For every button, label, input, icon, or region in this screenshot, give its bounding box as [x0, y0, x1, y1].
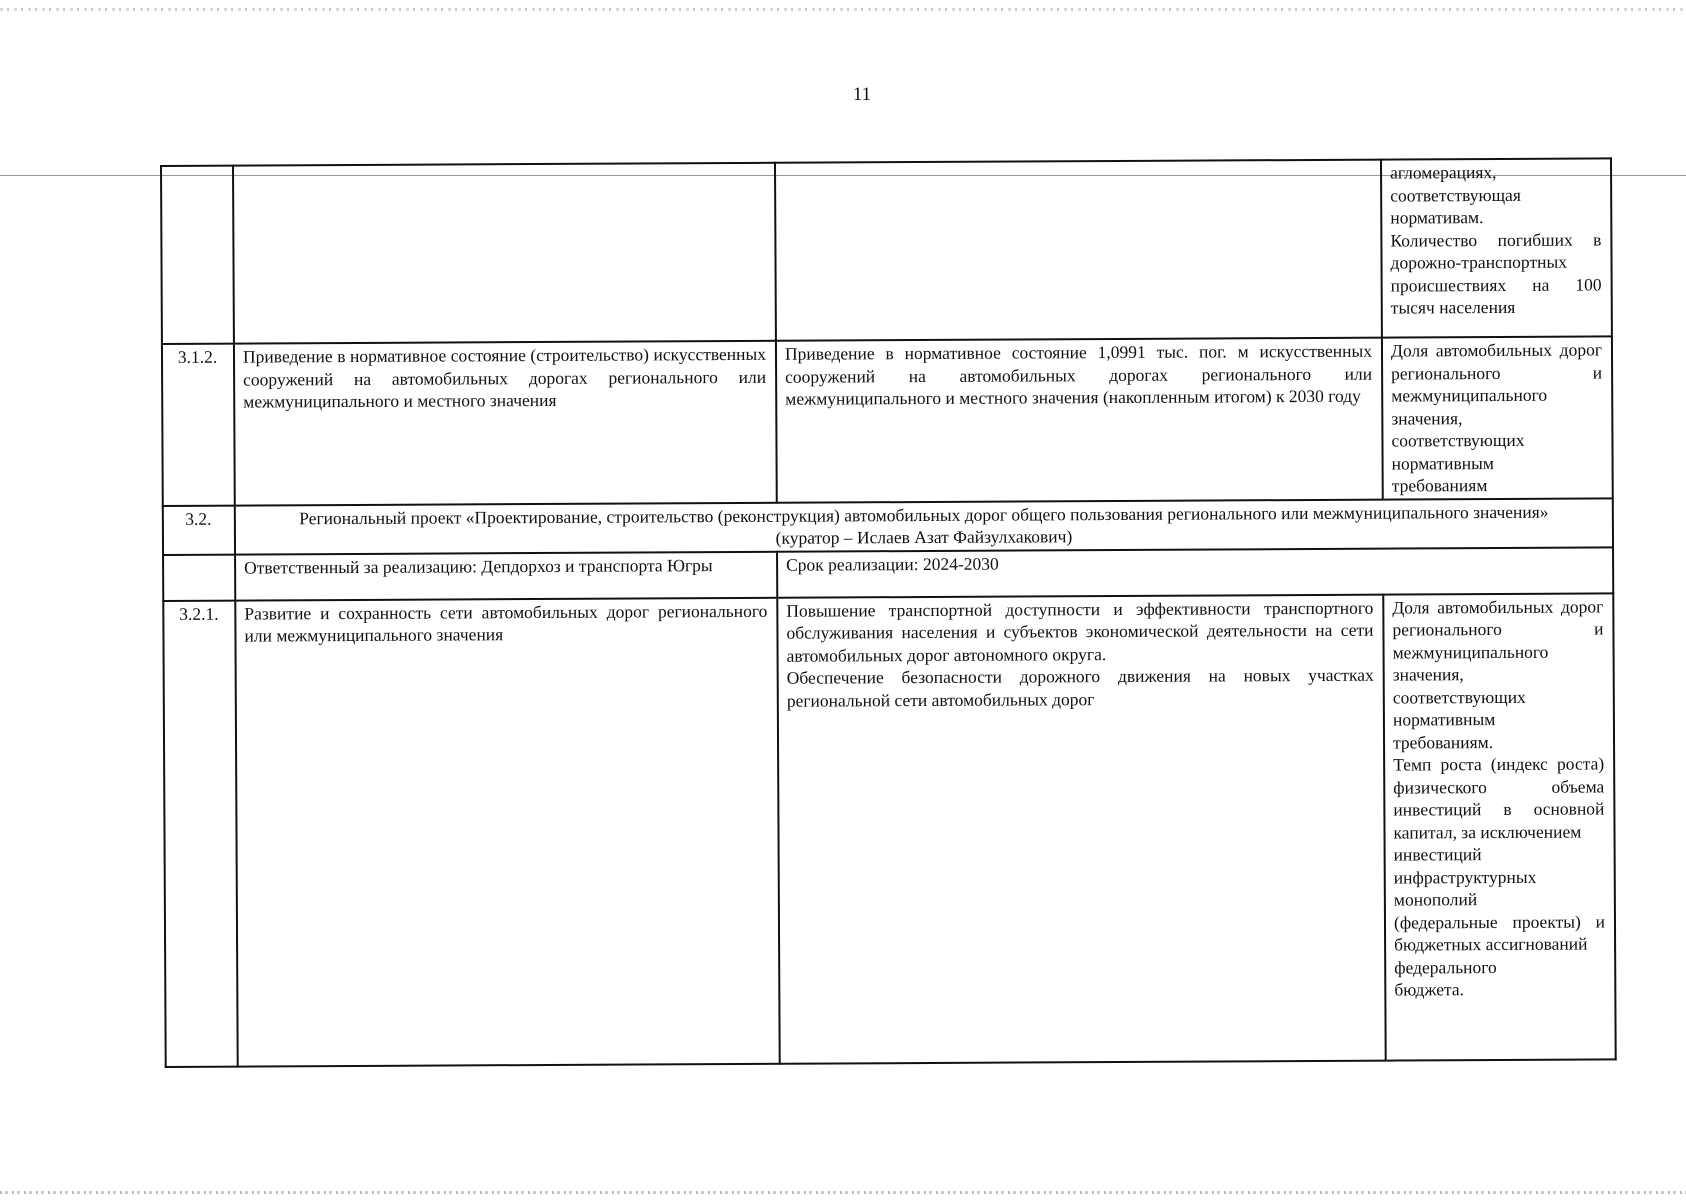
- scan-edge-top: [0, 8, 1686, 11]
- indicator-line: соответствующая: [1390, 184, 1521, 206]
- indicator-line: Темп роста (индекс роста) физического объема инвестиций в основной капитал, за исключением: [1393, 753, 1605, 843]
- result-paragraph-1: Повышение транспортной доступности и эффективности транспортного обслуживания населения и субъектов экономической деятельности на сети автомобильных дорог автономного округа.: [786, 597, 1374, 666]
- document-sheet: [160, 157, 1617, 1067]
- cell-indicators-continued: [1381, 158, 1612, 337]
- indicator-line: агломерациях,: [1390, 162, 1497, 183]
- indicator-line: бюджета.: [1394, 979, 1465, 1000]
- indicator-line: монополий: [1393, 889, 1478, 910]
- cell-name-empty: [233, 163, 776, 344]
- table-row-3-1-2: [162, 336, 1613, 505]
- program-table: [160, 157, 1617, 1067]
- indicator-line: (федеральные проекты) и бюджетных ассигнований: [1393, 910, 1606, 955]
- indicator-line: требованиям: [1391, 475, 1488, 496]
- cell-number-empty: [161, 166, 234, 344]
- cell-indicators: [1382, 336, 1613, 499]
- indicator-line: Количество погибших в дорожно-транспортных происшествиях на 100 тысяч населения: [1390, 228, 1602, 318]
- cell-indicators: [1383, 593, 1615, 1060]
- indicator-line: нормативным: [1391, 452, 1494, 474]
- indicator-line: соответствующих: [1391, 429, 1525, 451]
- row-number: 3.2.: [163, 505, 235, 554]
- table-row-3-2: [163, 498, 1613, 555]
- table-row-continued: [161, 158, 1612, 344]
- measure-result: Приведение в нормативное состояние 1,0991 тыс. пог. м искусственных сооружений на автомобильных дорогах регионального или межмуниципального и местного значения (накопленным итогом) к 2030 году: [776, 338, 1383, 503]
- measure-name: Развитие и сохранность сети автомобильных дорог регионального или межмуниципального значения: [235, 597, 779, 1066]
- cell-number-empty: [163, 554, 235, 600]
- measure-result: [777, 594, 1385, 1063]
- indicator-line: Доля автомобильных дорог регионального и межмуниципального значения,: [1392, 595, 1604, 685]
- indicator-line: нормативам.: [1390, 207, 1484, 228]
- cell-result-empty: [775, 160, 1382, 341]
- indicator-line: требованиям.: [1392, 731, 1494, 753]
- indicator-line: инфраструктурных: [1393, 866, 1537, 888]
- measure-name: Приведение в нормативное состояние (строительство) искусственных сооружений на автомобильных дорогах регионального или межмуниципального и местного значения: [234, 341, 777, 505]
- indicator-line: соответствующих: [1392, 686, 1526, 708]
- indicator-line: федерального: [1394, 956, 1497, 978]
- responsible-executor: Ответственный за реализацию: Депдорхоз и транспорта Югры: [235, 551, 777, 600]
- regional-project-title: Региональный проект «Проектирование, строительство (реконструкция) автомобильных дорог общего пользования регионального или межмуниципального значения» (куратор – Ислаев Азат Файзулхакович): [235, 498, 1613, 554]
- table-row-3-2-1: [163, 593, 1615, 1067]
- result-paragraph-2: Обеспечение безопасности дорожного движения на новых участках региональной сети автомобильных дорог: [786, 664, 1374, 711]
- indicator-line: инвестиций: [1393, 844, 1482, 865]
- implementation-period: Срок реализации: 2024-2030: [777, 547, 1613, 597]
- table-row-responsible: [163, 547, 1613, 601]
- row-number: 3.2.1.: [163, 600, 237, 1066]
- indicator-line: Доля автомобильных дорог регионального и межмуниципального значения,: [1390, 339, 1603, 429]
- indicator-line: нормативным: [1392, 709, 1496, 730]
- row-number: 3.1.2.: [162, 344, 235, 506]
- scan-edge-bottom: [0, 1191, 1686, 1194]
- page-number: 11: [852, 84, 872, 105]
